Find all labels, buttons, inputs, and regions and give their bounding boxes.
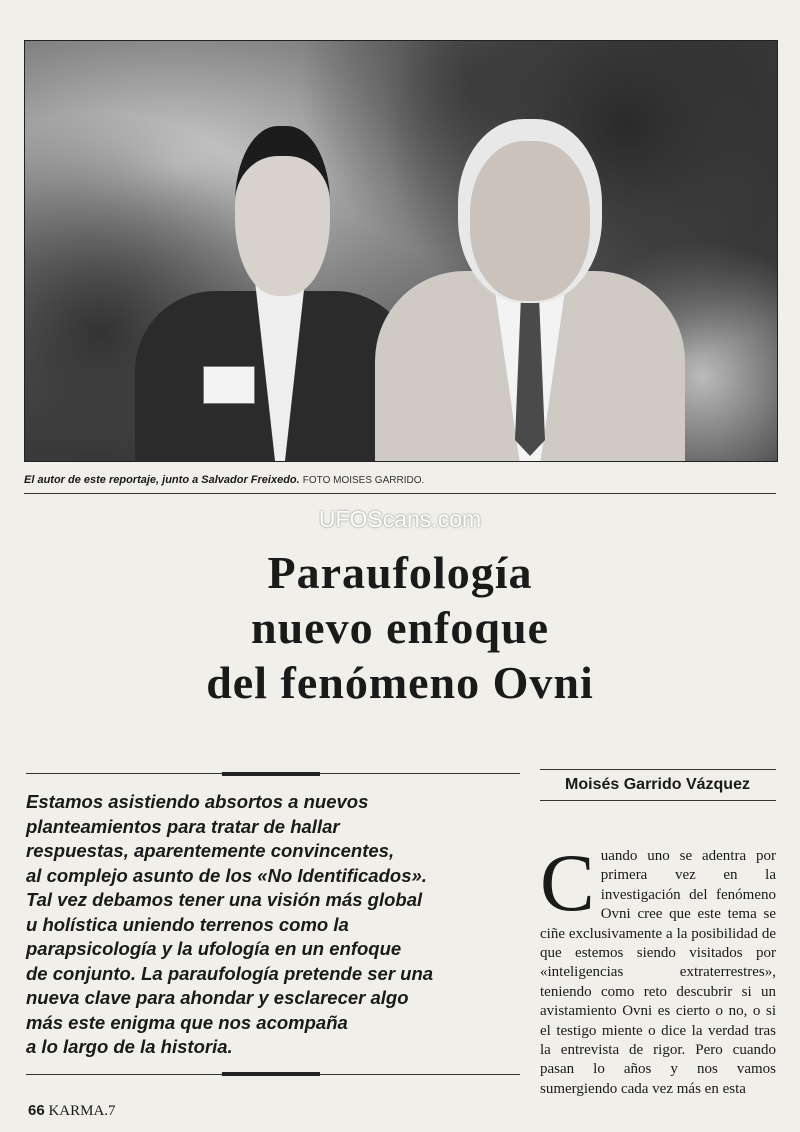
- byline-bottom-rule: [540, 800, 776, 801]
- lead-line: respuestas, aparentemente convincentes,: [26, 840, 395, 861]
- lead-bottom-accent: [222, 1072, 320, 1076]
- lead-line: más este enigma que nos acompaña: [26, 1011, 348, 1033]
- title-line: del fenómeno Ovni: [206, 657, 594, 708]
- caption-text: El autor de este reportaje, junto a Salvador Freixedo.: [24, 474, 300, 486]
- page-footer: [28, 1102, 116, 1120]
- lead-paragraph: [26, 790, 526, 1060]
- article-photo: [24, 40, 778, 462]
- page-number: 66: [28, 1102, 45, 1119]
- lead-line: Estamos asistiendo absortos a nuevos: [26, 791, 369, 812]
- lead-top-accent: [222, 772, 320, 776]
- lead-line: Tal vez debamos tener una visión más global: [26, 889, 423, 910]
- watermark: UFOScans.com: [318, 506, 482, 532]
- author-byline: Moisés Garrido Vázquez: [565, 776, 750, 793]
- title-line: Paraufología: [267, 547, 533, 598]
- lead-line: de conjunto. La paraufología pretende ser una: [26, 962, 434, 984]
- byline-top-rule: [540, 769, 776, 770]
- lead-line: al complejo asunto de los «No Identificados».: [26, 864, 427, 886]
- body-text: [540, 837, 776, 1099]
- photo-credit: FOTO MOISES GARRIDO.: [302, 475, 425, 486]
- photo-caption: [24, 474, 424, 486]
- young-man-head: [235, 126, 330, 296]
- older-man-head: [470, 141, 590, 301]
- body-paragraph: uando uno se adentra por primera vez en la investigación del fenómeno Ovni cree que este tema se ciñe exclusivamente a la posibilidad de que estemos siendo visitados por «inteligencias extraterrestres», teniendo como reto descubrir si un avistamiento Ovni es cierto o no, o si el testigo miente o dice la verdad tras la entrevista de rigor. Pero cuando pasan lo años y nos vamos sumergiendo cada vez más en esta: [540, 848, 776, 1097]
- article-title: [0, 545, 800, 710]
- magazine-name: KARMA.7: [48, 1103, 116, 1119]
- lead-line: nueva clave para ahondar y esclarecer algo: [26, 987, 409, 1008]
- drop-cap: C: [540, 837, 595, 928]
- lead-line: u holística uniendo terrenos como la: [26, 913, 349, 935]
- lead-line: parapsicología y la ufología en un enfoque: [26, 938, 402, 959]
- lead-line: planteamientos para tratar de hallar: [26, 815, 340, 837]
- name-badge: [203, 366, 255, 404]
- lead-line: a lo largo de la historia.: [26, 1036, 233, 1057]
- title-line: nuevo enfoque: [251, 602, 549, 653]
- caption-rule: [24, 493, 776, 494]
